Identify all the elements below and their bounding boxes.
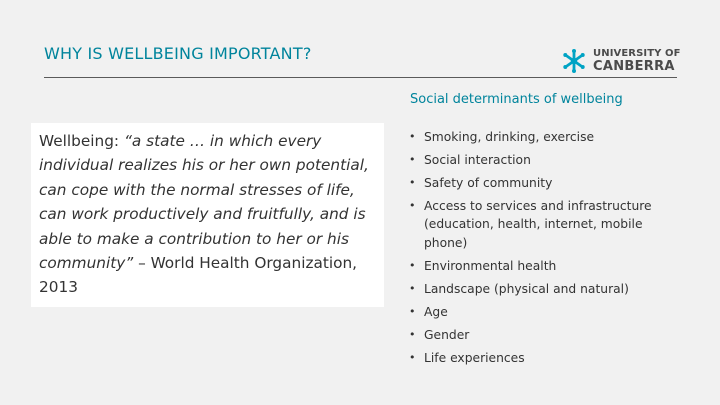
list-item-label: Gender [424,327,470,342]
list-item-label: Social interaction [424,153,531,167]
list-item-label: Life experiences [424,350,525,365]
bullet-icon: • [409,327,416,341]
bullet-icon: • [409,153,416,166]
list-item-label: Smoking, drinking, exercise [424,130,595,144]
determinants-list [409,128,684,372]
list-item [409,280,684,298]
list-item-label: Environmental health [424,258,557,273]
definition-box [31,123,384,307]
bullet-icon: • [409,130,416,143]
list-item [409,349,684,367]
list-item-label: Access to services and infrastructure (education, health, internet, mobile phone) [424,199,652,250]
list-item [409,303,684,321]
bullet-icon: • [409,199,416,212]
logo-mark-icon [563,49,585,73]
list-item-label: Landscape (physical and natural) [424,281,629,296]
determinants-heading: Social determinants of wellbeing [410,92,623,107]
slide-title: WHY IS WELLBEING IMPORTANT? [44,44,312,63]
list-item [409,326,684,344]
bullet-icon: • [409,304,416,318]
list-item [409,128,684,146]
quote-lead: Wellbeing: [39,132,120,150]
list-item [409,151,684,169]
who-definition-quote [39,129,381,300]
list-item [409,174,684,192]
logo-text-line2: CANBERRA [593,59,675,74]
title-divider [44,77,677,78]
list-item-label: Age [424,304,448,319]
bullet-icon: • [409,258,416,272]
bullet-icon: • [409,281,416,295]
university-logo [558,46,683,76]
bullet-icon: • [409,176,416,189]
list-item [409,197,684,252]
quote-source: – World Health Organization, 2013 [39,254,358,297]
quote-body: “a state … in which every individual realizes his or her own potential, can cope with the normal stresses of life, can work productively and fruitfully, and is able to make a contribution to her or his community” [39,132,369,273]
list-item-label: Safety of community [424,176,553,190]
list-item [409,257,684,275]
bullet-icon: • [409,350,416,364]
logo-text-line1: UNIVERSITY OF [593,48,681,59]
